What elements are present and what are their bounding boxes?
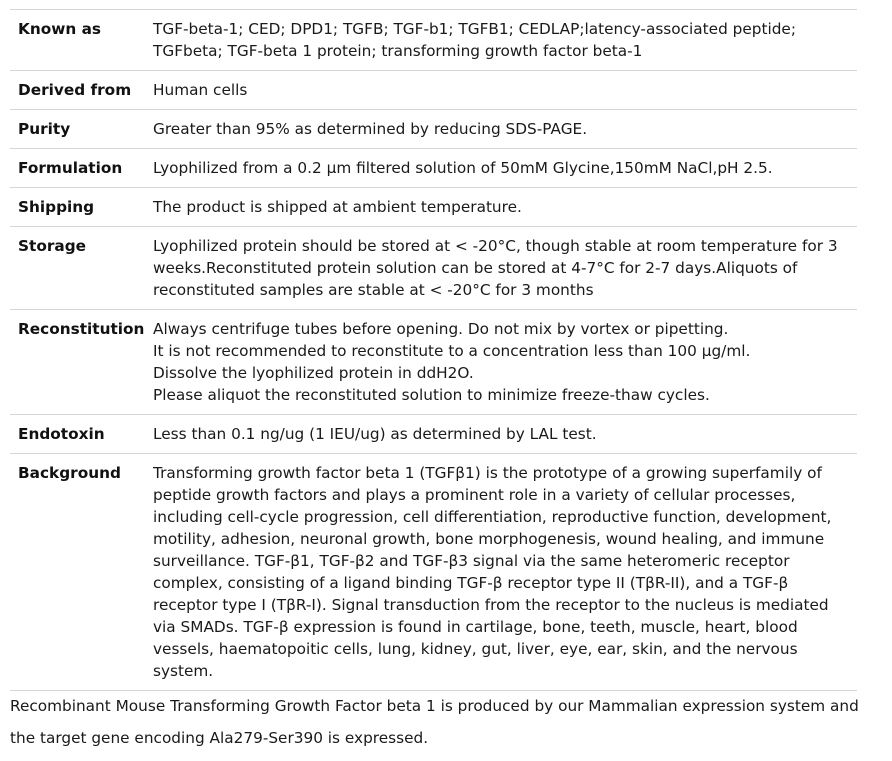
spec-label-endotoxin: Endotoxin xyxy=(10,415,153,454)
spec-value-line: Always centrifuge tubes before opening. Do not mix by vortex or pipetting. xyxy=(153,320,729,338)
spec-value-endotoxin xyxy=(153,415,857,454)
spec-row-shipping xyxy=(10,188,857,227)
spec-row-background xyxy=(10,454,857,691)
spec-value-line: Lyophilized from a 0.2 μm filtered solution of 50mM Glycine,150mM NaCl,pH 2.5. xyxy=(153,159,773,177)
spec-row-derived-from xyxy=(10,71,857,110)
spec-row-formulation xyxy=(10,149,857,188)
spec-value-line: It is not recommended to reconstitute to a concentration less than 100 μg/ml. xyxy=(153,342,751,360)
spec-value-line: Less than 0.1 ng/ug (1 IEU/ug) as determined by LAL test. xyxy=(153,425,597,443)
product-description: Recombinant Mouse Transforming Growth Factor beta 1 is produced by our Mammalian expression system and the target gene encoding Ala279-Ser390 is expressed. xyxy=(10,697,859,747)
spec-label-shipping: Shipping xyxy=(10,188,153,227)
product-spec-table xyxy=(10,9,857,691)
spec-row-known-as xyxy=(10,10,857,71)
spec-label-purity: Purity xyxy=(10,110,153,149)
spec-value-line: Please aliquot the reconstituted solution to minimize freeze-thaw cycles. xyxy=(153,386,710,404)
spec-value-line: Transforming growth factor beta 1 (TGFβ1) is the prototype of a growing superfamily of peptide growth factors and plays a prominent role in a variety of cellular processes, including cell-cycle progression, cell differentiation, reproductive function, development, motility, adhesion, neuronal growth, bone morphogenesis, wound healing, and immune surveillance. TGF-β1, TGF-β2 and TGF-β3 signal via the same heteromeric receptor complex, consisting of a ligand binding TGF-β receptor type II (TβR-II), and a TGF-β receptor type I (TβR-I). Signal transduction from the receptor to the nucleus is mediated via SMADs. TGF-β expression is found in cartilage, bone, teeth, muscle, heart, blood vessels, haematopoitic cells, lung, kidney, gut, liver, eye, ear, skin, and the nervous system. xyxy=(153,464,832,680)
spec-row-purity xyxy=(10,110,857,149)
spec-value-background xyxy=(153,454,857,691)
spec-value-purity xyxy=(153,110,857,149)
spec-value-derived-from xyxy=(153,71,857,110)
spec-row-reconstitution xyxy=(10,310,857,415)
spec-value-line: TGF-beta-1; CED; DPD1; TGFB; TGF-b1; TGFB1; CEDLAP;latency-associated peptide; TGFbeta; TGF-beta 1 protein; transforming growth factor beta-1 xyxy=(153,20,796,60)
spec-label-formulation: Formulation xyxy=(10,149,153,188)
spec-label-storage: Storage xyxy=(10,227,153,310)
spec-value-shipping xyxy=(153,188,857,227)
spec-value-line: Human cells xyxy=(153,81,248,99)
spec-label-known-as: Known as xyxy=(10,10,153,71)
spec-value-line: Lyophilized protein should be stored at < -20°C, though stable at room temperature for 3 weeks.Reconstituted protein solution can be stored at 4-7°C for 2-7 days.Aliquots of reconstituted samples are stable at < -20°C for 3 months xyxy=(153,237,838,299)
spec-row-storage xyxy=(10,227,857,310)
spec-value-reconstitution xyxy=(153,310,857,415)
spec-value-formulation xyxy=(153,149,857,188)
spec-label-reconstitution: Reconstitution xyxy=(10,310,153,415)
spec-row-endotoxin xyxy=(10,415,857,454)
spec-value-line: Greater than 95% as determined by reducing SDS-PAGE. xyxy=(153,120,588,138)
spec-value-known-as xyxy=(153,10,857,71)
spec-value-storage xyxy=(153,227,857,310)
spec-label-derived-from: Derived from xyxy=(10,71,153,110)
spec-label-background: Background xyxy=(10,454,153,691)
spec-value-line: The product is shipped at ambient temperature. xyxy=(153,198,522,216)
spec-value-line: Dissolve the lyophilized protein in ddH2O. xyxy=(153,364,474,382)
